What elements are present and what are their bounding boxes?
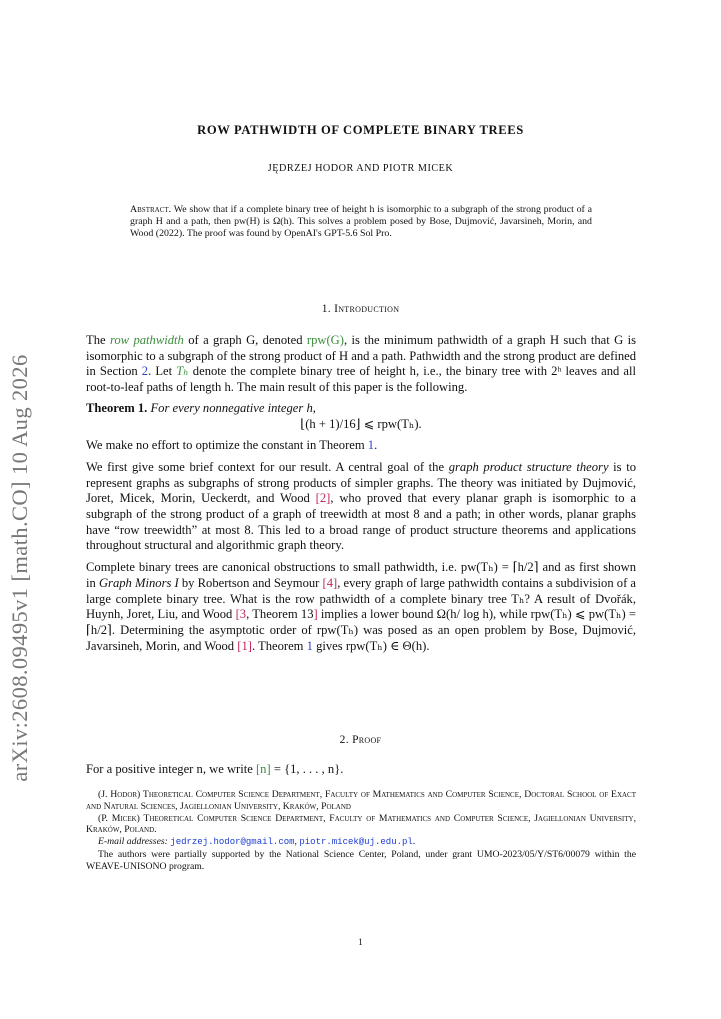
citation-4[interactable]: [4] (322, 575, 338, 590)
theorem-1-ref-2[interactable]: 1 (306, 638, 313, 653)
email-micek[interactable]: piotr.micek@uj.edu.pl (299, 837, 413, 848)
section-2-link[interactable]: 2 (141, 364, 149, 379)
citation-2[interactable]: [2] (315, 491, 331, 506)
affiliation-micek: (P. Micek) Theoretical Computer Science Department, Faculty of Mathematics and Computer Science, Jagiellonian University, Kraków, Poland. (86, 812, 636, 836)
section-heading-introduction: 1. Introduction (321, 303, 400, 315)
funding-note: The authors were partially supported by the National Science Center, Poland, under grant UMO-2023/05/Y/ST6/00079 within the WEAVE-UNISONO program. (86, 848, 636, 872)
theorem-label: Theorem 1. (86, 400, 148, 415)
intro-paragraph-4: Complete binary trees are canonical obstructions to small pathwidth, i.e. pw(Tₕ) = ⌈h/2⌉ and as first shown in Graph Minors I by Robertson and Seymour [4], every graph of large pathwidth contains a subdivision of a large complete binary tree. What is the row pathwidth of a complete binary tree Tₕ? A result of Dvořák, Huynh, Joret, Liu, and Wood [3, Theorem 13] implies a lower bound Ω(h/ log h), while rpw(Tₕ) ⩽ pw(Tₕ) = ⌈h/2⌉. Determining the asymptotic order of rpw(Tₕ) was posed as an open problem by Bose, Dujmović, Javarsineh, Morin, and Wood [1]. Theorem 1 gives rpw(Tₕ) ∈ Θ(h). (86, 560, 637, 653)
abstract-text: We show that if a complete binary tree of height h is isomorphic to a subgraph of the strong product of a graph H and a path, then pw(H) is Ω(h). This solves a problem posed by Bose, Dujmović, Javarsineh, Morin, and Wood (2022). The proof was found by OpenAI's GPT-5.6 Sol Pro. (130, 204, 592, 239)
footnotes (86, 789, 636, 873)
proof-paragraph-1: For a positive integer n, we write [n] = {1, . . . , n}. (86, 762, 344, 776)
introduction-body (86, 333, 636, 654)
citation-1[interactable]: [1] (237, 638, 252, 653)
th-link[interactable]: Tₕ (176, 364, 189, 379)
arxiv-stamp[interactable]: arXiv:2608.09495v1 [math.CO] 10 Aug 2026 (7, 354, 32, 782)
affiliation-hodor: (J. Hodor) Theoretical Computer Science Department, Faculty of Mathematics and Computer Science, Doctoral School of Exact and Natural Sciences, Jagiellonian University, Kraków, Poland (86, 789, 636, 812)
paper-authors: JĘDRZEJ HODOR AND PIOTR MICEK (267, 163, 454, 174)
page-number: 1 (358, 938, 363, 948)
intro-paragraph-3: We first give some brief context for our result. A central goal of the graph product structure theory is to represent graphs as subgraphs of strong products of simpler graphs. The theory was initiated by Dujmović, Joret, Micek, Morin, Ueckerdt, and Wood [2], who proved that every planar graph is isomorphic to a subgraph of the strong product of a graph of treewidth at most 8 and a path; in other words, planar graphs have “row treewidth” at most 8. This led to a broad range of product structure theorems and applications throughout structural and algorithmic graph theory. (86, 459, 637, 553)
email-line: E-mail addresses: jedrzej.hodor@gmail.com, piotr.micek@uj.edu.pl. (98, 836, 416, 848)
abstract-label: Abstract. (130, 204, 172, 215)
citation-3[interactable]: [3 (235, 607, 247, 622)
abstract (130, 204, 592, 240)
n-link[interactable]: [n] (255, 762, 271, 776)
theorem-statement: For every nonnegative integer h, (150, 400, 316, 415)
theorem-1-ref[interactable]: 1 (367, 438, 375, 453)
intro-paragraph-1: The row pathwidth of a graph G, denoted rpw(G), is the minimum pathwidth of a graph H such that G is isomorphic to a subgraph of the strong product of H and a path. Pathwidth and the strong product are defined in Section 2. Let Tₕ denote the complete binary tree of height h, i.e., the binary tree with 2ʰ leaves and all root-to-leaf paths of length h. The main result of this paper is the following. (86, 333, 637, 395)
rpw-link[interactable]: rpw(G) (306, 333, 344, 347)
email-hodor[interactable]: jedrzej.hodor@gmail.com (170, 837, 295, 848)
intro-paragraph-2: We make no effort to optimize the constant in Theorem 1. (86, 438, 378, 453)
proof-body (86, 762, 636, 778)
theorem-equation: ⌊(h + 1)/16⌋ ⩽ rpw(Tₕ). (300, 416, 422, 431)
theorem-1 (86, 401, 636, 417)
row-pathwidth-link[interactable]: row pathwidth (109, 333, 184, 347)
section-heading-proof: 2. Proof (339, 734, 382, 746)
paper-title: ROW PATHWIDTH OF COMPLETE BINARY TREES (197, 123, 524, 137)
